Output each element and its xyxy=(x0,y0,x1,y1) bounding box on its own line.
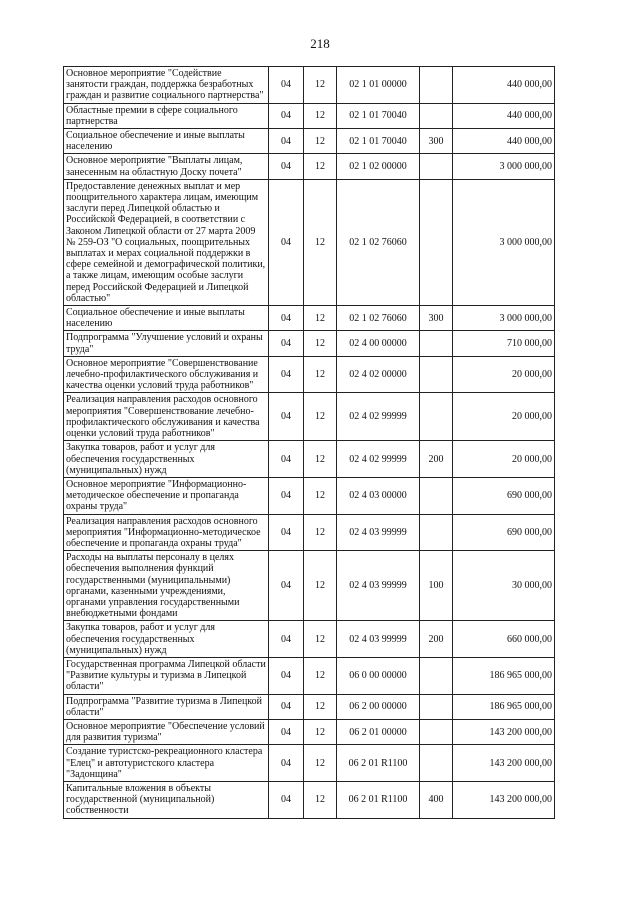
table-row xyxy=(64,719,555,744)
section-code-cell: 04 xyxy=(269,694,304,719)
target-article-cell: 06 2 01 00000 xyxy=(337,719,420,744)
amount-cell: 20 000,00 xyxy=(453,393,555,441)
subsection-code-cell: 12 xyxy=(304,393,337,441)
target-article-cell: 02 1 02 76060 xyxy=(337,179,420,305)
table-row xyxy=(64,441,555,478)
expense-type-cell xyxy=(420,477,453,514)
target-article-cell: 02 4 03 99999 xyxy=(337,621,420,658)
amount-cell: 3 000 000,00 xyxy=(453,306,555,331)
amount-cell: 3 000 000,00 xyxy=(453,179,555,305)
expense-type-cell: 100 xyxy=(420,551,453,621)
subsection-code-cell: 12 xyxy=(304,514,337,551)
subsection-code-cell: 12 xyxy=(304,331,337,356)
expense-type-cell xyxy=(420,67,453,104)
expense-name-cell: Основное мероприятие "Совершенствование лечебно-профилактического обслуживания и качества оценки условий труда работников" xyxy=(64,356,269,393)
target-article-cell: 02 4 00 00000 xyxy=(337,331,420,356)
expense-name-cell: Закупка товаров, работ и услуг для обеспечения государственных (муниципальных) нужд xyxy=(64,441,269,478)
amount-cell: 690 000,00 xyxy=(453,477,555,514)
table-row xyxy=(64,621,555,658)
amount-cell: 186 965 000,00 xyxy=(453,657,555,694)
section-code-cell: 04 xyxy=(269,441,304,478)
target-article-cell: 02 4 02 99999 xyxy=(337,441,420,478)
expense-name-cell: Социальное обеспечение и иные выплаты населению xyxy=(64,129,269,154)
expense-name-cell: Закупка товаров, работ и услуг для обеспечения государственных (муниципальных) нужд xyxy=(64,621,269,658)
table-row xyxy=(64,745,555,782)
amount-cell: 20 000,00 xyxy=(453,441,555,478)
table-row xyxy=(64,129,555,154)
table-row xyxy=(64,67,555,104)
expense-type-cell: 200 xyxy=(420,441,453,478)
section-code-cell: 04 xyxy=(269,393,304,441)
expense-type-cell xyxy=(420,719,453,744)
section-code-cell: 04 xyxy=(269,67,304,104)
expense-type-cell xyxy=(420,154,453,179)
table-row xyxy=(64,551,555,621)
subsection-code-cell: 12 xyxy=(304,621,337,658)
amount-cell: 143 200 000,00 xyxy=(453,719,555,744)
target-article-cell: 06 2 00 00000 xyxy=(337,694,420,719)
section-code-cell: 04 xyxy=(269,306,304,331)
expense-type-cell: 200 xyxy=(420,621,453,658)
subsection-code-cell: 12 xyxy=(304,441,337,478)
subsection-code-cell: 12 xyxy=(304,154,337,179)
section-code-cell: 04 xyxy=(269,477,304,514)
expense-name-cell: Капитальные вложения в объекты государственной (муниципальной) собственности xyxy=(64,781,269,818)
table-row xyxy=(64,694,555,719)
amount-cell: 440 000,00 xyxy=(453,103,555,128)
target-article-cell: 02 4 02 99999 xyxy=(337,393,420,441)
table-row xyxy=(64,331,555,356)
expense-type-cell: 300 xyxy=(420,129,453,154)
subsection-code-cell: 12 xyxy=(304,745,337,782)
target-article-cell: 02 1 01 70040 xyxy=(337,129,420,154)
expense-name-cell: Областные премии в сфере социального партнерства xyxy=(64,103,269,128)
expense-type-cell xyxy=(420,103,453,128)
target-article-cell: 02 1 02 00000 xyxy=(337,154,420,179)
expense-type-cell xyxy=(420,694,453,719)
section-code-cell: 04 xyxy=(269,719,304,744)
amount-cell: 186 965 000,00 xyxy=(453,694,555,719)
subsection-code-cell: 12 xyxy=(304,781,337,818)
amount-cell: 440 000,00 xyxy=(453,129,555,154)
section-code-cell: 04 xyxy=(269,621,304,658)
amount-cell: 440 000,00 xyxy=(453,67,555,104)
subsection-code-cell: 12 xyxy=(304,67,337,104)
table-row xyxy=(64,103,555,128)
expense-name-cell: Подпрограмма "Улучшение условий и охраны труда" xyxy=(64,331,269,356)
budget-table xyxy=(63,66,555,819)
subsection-code-cell: 12 xyxy=(304,477,337,514)
amount-cell: 3 000 000,00 xyxy=(453,154,555,179)
target-article-cell: 02 1 02 76060 xyxy=(337,306,420,331)
expense-type-cell xyxy=(420,514,453,551)
subsection-code-cell: 12 xyxy=(304,551,337,621)
target-article-cell: 06 2 01 R1100 xyxy=(337,745,420,782)
expense-name-cell: Основное мероприятие "Выплаты лицам, занесенным на областную Доску почета" xyxy=(64,154,269,179)
table-row xyxy=(64,179,555,305)
amount-cell: 690 000,00 xyxy=(453,514,555,551)
table-row xyxy=(64,393,555,441)
expense-type-cell xyxy=(420,179,453,305)
expense-name-cell: Предоставление денежных выплат и мер поощрительного характера лицам, имеющим заслуги перед Липецкой областью и Российской Федерацией, в соответствии с Законом Липецкой области от 27 марта 2009 № 259-ОЗ "О социальных, поощрительных выплатах и мерах социальной поддержки в сфере семейной и демографической политики, а также лицам, имеющим особые заслуги перед Российской Федерацией и Липецкой областью" xyxy=(64,179,269,305)
section-code-cell: 04 xyxy=(269,551,304,621)
amount-cell: 143 200 000,00 xyxy=(453,781,555,818)
expense-type-cell xyxy=(420,745,453,782)
subsection-code-cell: 12 xyxy=(304,179,337,305)
expense-type-cell: 400 xyxy=(420,781,453,818)
section-code-cell: 04 xyxy=(269,356,304,393)
table-row xyxy=(64,781,555,818)
table-row xyxy=(64,477,555,514)
section-code-cell: 04 xyxy=(269,179,304,305)
amount-cell: 660 000,00 xyxy=(453,621,555,658)
expense-type-cell: 300 xyxy=(420,306,453,331)
section-code-cell: 04 xyxy=(269,154,304,179)
table-row xyxy=(64,306,555,331)
section-code-cell: 04 xyxy=(269,103,304,128)
amount-cell: 20 000,00 xyxy=(453,356,555,393)
expense-name-cell: Реализация направления расходов основного мероприятия "Совершенствование лечебно-профилактического обслуживания и качества оценки условий труда работников" xyxy=(64,393,269,441)
amount-cell: 143 200 000,00 xyxy=(453,745,555,782)
expense-name-cell: Подпрограмма "Развитие туризма в Липецкой области" xyxy=(64,694,269,719)
expense-type-cell xyxy=(420,657,453,694)
subsection-code-cell: 12 xyxy=(304,356,337,393)
target-article-cell: 02 4 02 00000 xyxy=(337,356,420,393)
subsection-code-cell: 12 xyxy=(304,306,337,331)
table-row xyxy=(64,154,555,179)
table-row xyxy=(64,514,555,551)
target-article-cell: 02 4 03 00000 xyxy=(337,477,420,514)
subsection-code-cell: 12 xyxy=(304,129,337,154)
expense-type-cell xyxy=(420,331,453,356)
section-code-cell: 04 xyxy=(269,657,304,694)
section-code-cell: 04 xyxy=(269,129,304,154)
target-article-cell: 06 0 00 00000 xyxy=(337,657,420,694)
target-article-cell: 02 1 01 00000 xyxy=(337,67,420,104)
amount-cell: 710 000,00 xyxy=(453,331,555,356)
budget-table-body xyxy=(64,67,555,819)
expense-type-cell xyxy=(420,393,453,441)
expense-name-cell: Основное мероприятие "Информационно-методическое обеспечение и пропаганда охраны труда" xyxy=(64,477,269,514)
expense-name-cell: Основное мероприятие "Обеспечение условий для развития туризма" xyxy=(64,719,269,744)
amount-cell: 30 000,00 xyxy=(453,551,555,621)
subsection-code-cell: 12 xyxy=(304,103,337,128)
table-row xyxy=(64,356,555,393)
section-code-cell: 04 xyxy=(269,781,304,818)
expense-name-cell: Основное мероприятие "Содействие занятости граждан, поддержка безработных граждан и развитие социального партнерства" xyxy=(64,67,269,104)
target-article-cell: 02 4 03 99999 xyxy=(337,551,420,621)
expense-name-cell: Расходы на выплаты персоналу в целях обеспечения выполнения функций государственными (муниципальными) органами, казенными учреждениями, органами управления государственными внебюджетными фондами xyxy=(64,551,269,621)
target-article-cell: 06 2 01 R1100 xyxy=(337,781,420,818)
target-article-cell: 02 4 03 99999 xyxy=(337,514,420,551)
expense-name-cell: Реализация направления расходов основного мероприятия "Информационно-методическое обеспечение и пропаганда охраны труда" xyxy=(64,514,269,551)
section-code-cell: 04 xyxy=(269,514,304,551)
subsection-code-cell: 12 xyxy=(304,657,337,694)
page-number: 218 xyxy=(310,36,330,51)
expense-type-cell xyxy=(420,356,453,393)
target-article-cell: 02 1 01 70040 xyxy=(337,103,420,128)
subsection-code-cell: 12 xyxy=(304,694,337,719)
expense-name-cell: Социальное обеспечение и иные выплаты населению xyxy=(64,306,269,331)
expense-name-cell: Государственная программа Липецкой области "Развитие культуры и туризма в Липецкой области" xyxy=(64,657,269,694)
expense-name-cell: Создание туристско-рекреационного кластера "Елец" и автотуристского кластера "Задонщина" xyxy=(64,745,269,782)
subsection-code-cell: 12 xyxy=(304,719,337,744)
section-code-cell: 04 xyxy=(269,331,304,356)
section-code-cell: 04 xyxy=(269,745,304,782)
table-row xyxy=(64,657,555,694)
